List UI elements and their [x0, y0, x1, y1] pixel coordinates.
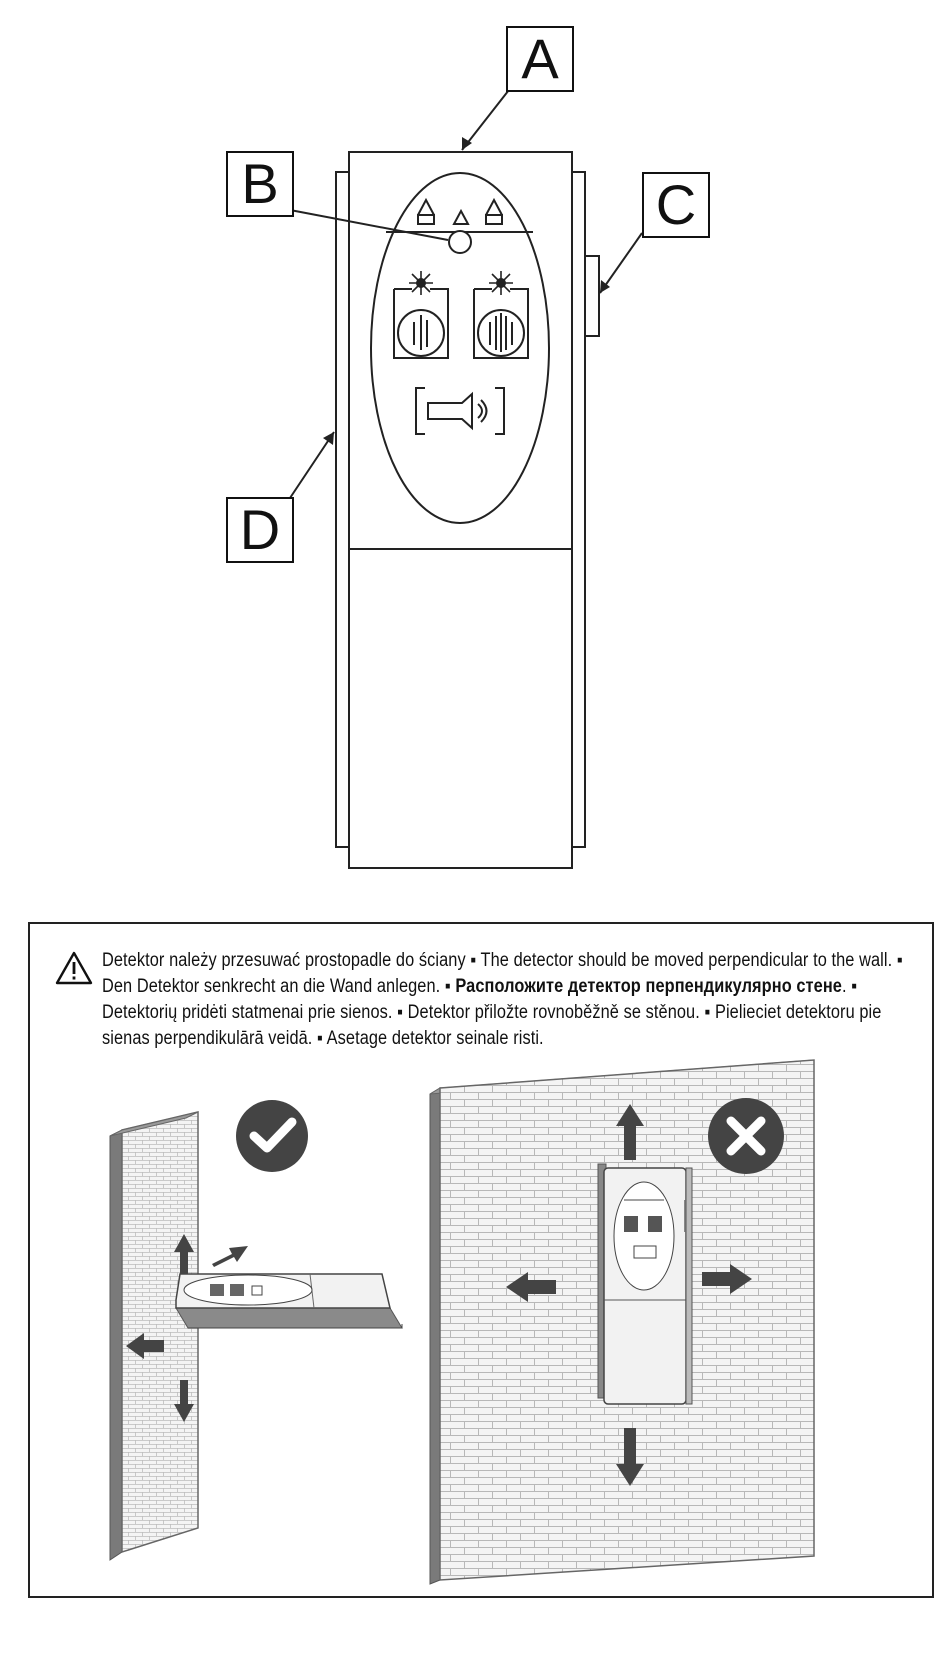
wall-left [122, 1112, 198, 1552]
side-rail-right [572, 172, 585, 847]
warning-block [54, 948, 914, 1052]
warning-text-segment-1: Detektor należy przesuwać prostopadle do ściany ▪ The detector should be moved perpendicular to the wall. ▪ Den Detektor senkrecht an die Wand anlegen. ▪ [102, 950, 903, 997]
warning-triangle-icon [54, 950, 94, 986]
wall-right-edge [430, 1088, 440, 1584]
correct-checkmark-badge [236, 1100, 308, 1172]
detector-perpendicular [176, 1274, 402, 1328]
incorrect-cross-badge [708, 1098, 784, 1174]
detector-parallel [598, 1164, 692, 1404]
callout-label-c: C [642, 172, 710, 238]
warning-text-segment-2-bold: Расположите детектор перпендикулярно стене [455, 976, 842, 997]
wall-left-edge [110, 1130, 122, 1560]
usage-instruction-panel [28, 922, 934, 1598]
callout-label-b: B [226, 151, 294, 217]
warning-text-segment-3: . ▪ Detektorių pridėti statmenai prie sienos. ▪ Detektor přiložte rovnoběžně se stěnou. ▪ Pielieciet detektoru pie sienas perpendikulārā veidā. ▪ Asetage detektor seinale risti. [102, 976, 882, 1049]
warning-text [102, 948, 910, 1052]
callout-label-d: D [226, 497, 294, 563]
arrow-forward-icon [212, 1246, 248, 1267]
side-rail-left [336, 172, 349, 847]
callout-line-a [462, 86, 512, 150]
callout-line-d [290, 432, 334, 498]
side-button [585, 256, 599, 336]
correct-orientation-scene [110, 1100, 402, 1560]
callout-arrowhead-d [323, 432, 334, 445]
callout-line-c [600, 233, 642, 293]
power-led [449, 231, 471, 253]
incorrect-orientation-scene [430, 1060, 814, 1584]
callout-label-a: A [506, 26, 574, 92]
